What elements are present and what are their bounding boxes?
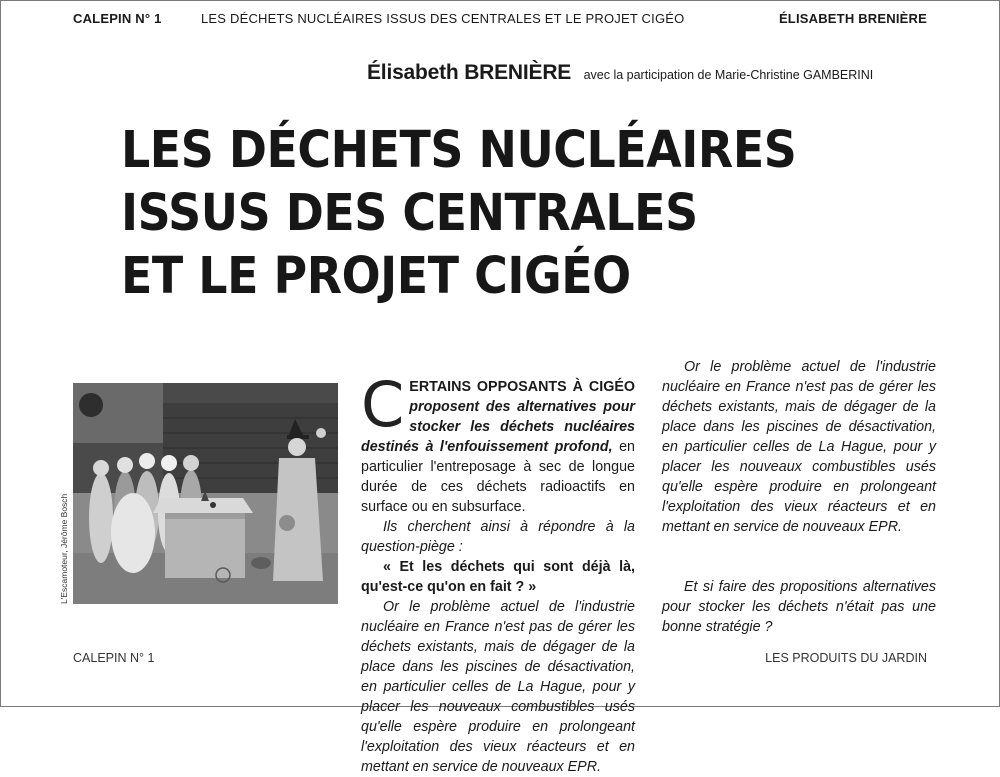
painting-svg [73, 383, 338, 604]
running-header [73, 11, 927, 29]
paragraph-intro [361, 368, 635, 517]
author-name: Élisabeth BRENIÈRE [367, 61, 572, 84]
title-line-1: LES DÉCHETS NUCLÉAIRES [121, 121, 797, 180]
paragraph-problem-continued [662, 357, 936, 577]
lead-caps: ERTAINS OPPOSANTS À CIGÉO [409, 379, 635, 395]
header-publication: CALEPIN N° 1 [73, 11, 162, 26]
paragraph-intro-rest: en particulier l'entreposage à sec de longue durée de ces déchets radioactifs en surface ou en subsurface. [361, 439, 635, 515]
header-author: ÉLISABETH BRENIÈRE [778, 11, 927, 26]
pull-quote: « Et les déchets qui sont déjà là, qu'est-ce qu'on en fait ? » [361, 559, 635, 595]
paragraph-conclusion: Et si faire des propositions alternatives pour stocker les déchets n'était pas une bonne stratégie ? [662, 579, 936, 635]
byline [367, 61, 873, 85]
collaboration-note: avec la participation de Marie-Christine GAMBERINI [583, 68, 874, 82]
article-column-2 [662, 359, 936, 637]
drop-cap: C [361, 368, 405, 441]
paragraph-question: Ils cherchent ainsi à répondre à la question-piège : [361, 519, 635, 555]
image-credit: L'Escamoteur, Jérôme Bosch [59, 493, 69, 604]
paragraph-problem-flow: Or le problème actuel de l'industrie nucléaire en France n'est pas de gérer les déchets existants, mais de dégager de la place dans les piscines de désactivation, en particulier celles de La Hague, pour y placer les nouveaux combustibles usés qu'elle espère produire en prolongeant l'exploitation des vieux réacteurs et en mettant en service de nouveaux EPR. [662, 359, 936, 535]
lead-emphasis: proposent des alternatives pour stocker les déchets nucléaires destinés à l'enfouissement profond, [361, 399, 635, 455]
running-footer [73, 651, 927, 667]
footer-publisher: LES PRODUITS DU JARDIN [765, 651, 927, 665]
paragraph-problem: Or le problème actuel de l'industrie nucléaire en France n'est pas de gérer les déchets existants, mais de dégager de la place dans les piscines de désactivation, en particulier celles de La Hague, pour y placer les nouveaux combustibles usés qu'elle espère produire en prolongeant l'exploitation des vieux réacteurs et en mettant en service de nouveaux EPR. [361, 599, 635, 775]
article-column-1 [361, 368, 635, 775]
title-line-2: ISSUS DES CENTRALES [121, 184, 698, 243]
article-title [121, 119, 796, 308]
painting-illustration [73, 383, 338, 604]
footer-publication: CALEPIN N° 1 [73, 651, 155, 665]
title-line-3: ET LE PROJET CIGÉO [121, 247, 631, 306]
header-article-title: LES DÉCHETS NUCLÉAIRES ISSUS DES CENTRALES ET LE PROJET CIGÉO [201, 11, 685, 26]
